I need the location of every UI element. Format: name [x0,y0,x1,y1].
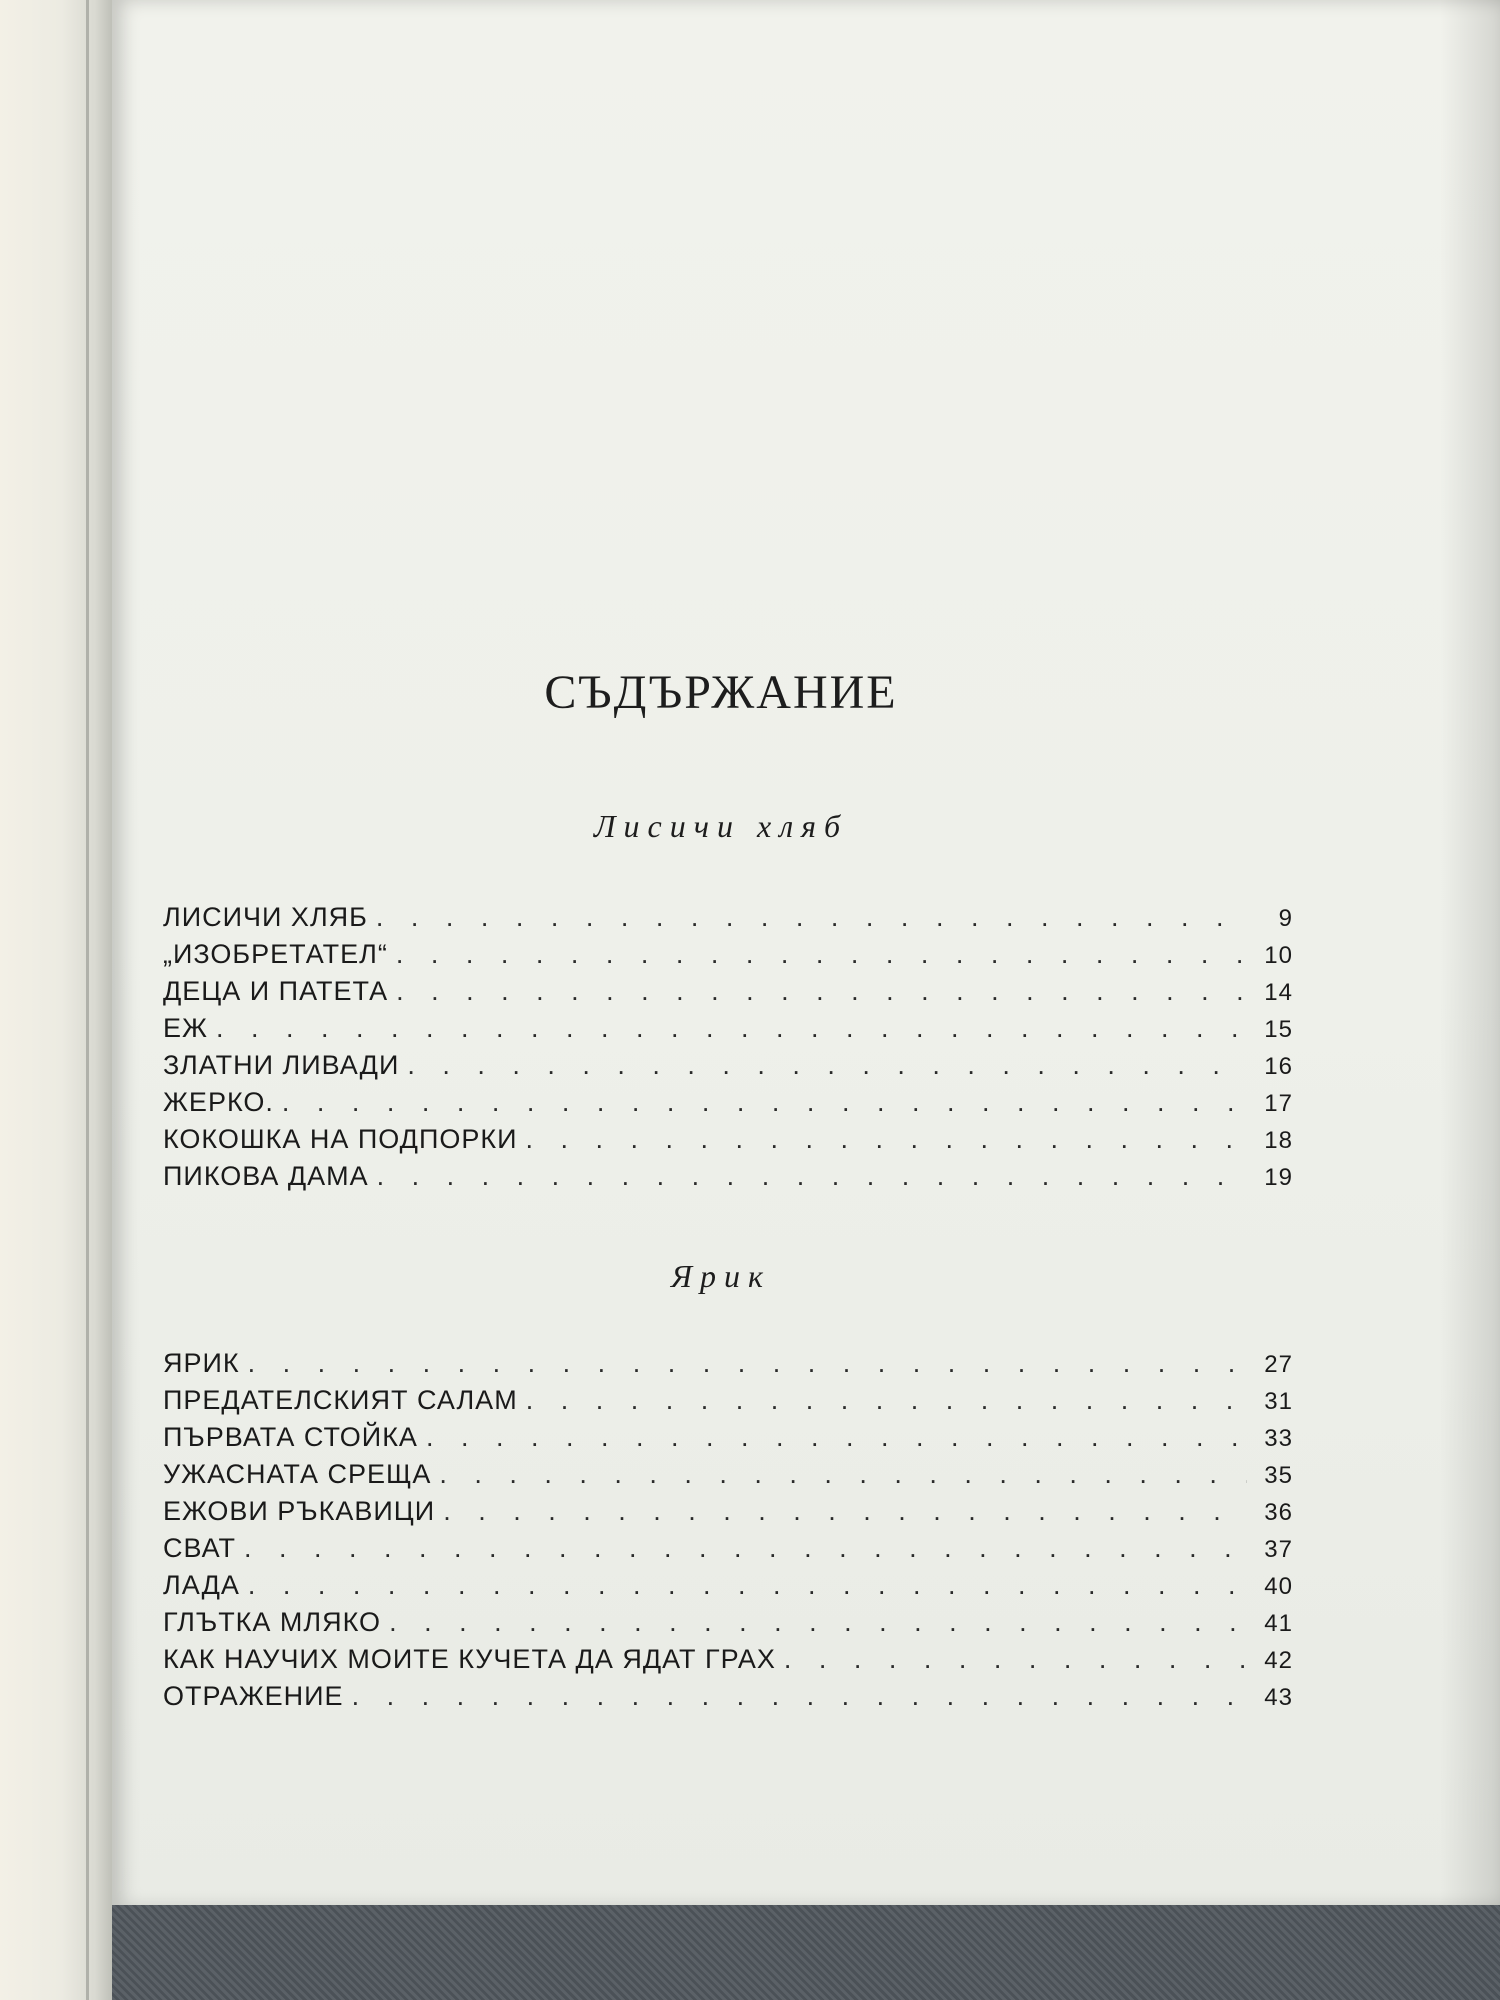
toc-entry-page: 10 [1264,942,1293,969]
toc-entry-page: 31 [1264,1388,1293,1415]
cloth-binding [112,1905,1500,2000]
toc-entry[interactable] [163,1348,1293,1385]
dot-leader [407,1050,1247,1081]
dot-leader [377,1161,1247,1192]
section-heading-yarik: Ярик [671,1258,771,1294]
toc-entry-page: 9 [1278,905,1293,932]
toc-entry-title: ОТРАЖЕНИЕ [163,1681,344,1711]
toc-entry-title: ПРЕДАТЕЛСКИЯТ САЛАМ [163,1385,518,1415]
toc-entry-page: 35 [1264,1462,1293,1489]
dot-leader [248,1348,1247,1379]
toc-entry[interactable] [163,1496,1293,1533]
toc-entry[interactable] [163,1533,1293,1570]
dot-leader [216,1013,1247,1044]
toc-entry[interactable] [163,1124,1293,1161]
toc-entry[interactable] [163,1459,1293,1496]
toc-entry[interactable] [163,1607,1293,1644]
dot-leader [352,1681,1247,1712]
page-edge-shadow [1440,0,1500,1908]
toc-entry-title: „ИЗОБРЕТАТЕЛ“ [163,939,388,969]
toc-entry-title: ЛАДА [163,1570,240,1600]
cover-fold-line [86,0,89,2000]
book-cover-edge [0,0,112,2000]
section-heading-lisichi-hlyab: Лисичи хляб [593,808,849,844]
toc-entry-title: КОКОШКА НА ПОДПОРКИ [163,1124,518,1154]
toc-list-section-1 [163,902,1293,1198]
toc-entry[interactable] [163,1644,1293,1681]
toc-entry[interactable] [163,1385,1293,1422]
dot-leader [526,1124,1248,1155]
toc-entry[interactable] [163,1050,1293,1087]
toc-entry-title: ЕЖОВИ РЪКАВИЦИ [163,1496,436,1526]
toc-entry-page: 18 [1264,1127,1293,1154]
dot-leader [439,1459,1247,1490]
toc-entry[interactable] [163,1570,1293,1607]
dot-leader [443,1496,1247,1527]
toc-entry-page: 36 [1264,1499,1293,1526]
toc-entry-page: 43 [1264,1684,1293,1711]
toc-entry-title: КАК НАУЧИХ МОИТЕ КУЧЕТА ДА ЯДАТ ГРАХ [163,1644,776,1674]
contents-heading: СЪДЪРЖАНИЕ [544,666,898,719]
toc-entry[interactable] [163,902,1293,939]
toc-entry-page: 42 [1264,1647,1293,1674]
toc-entry-page: 41 [1264,1610,1293,1637]
toc-entry-page: 19 [1264,1164,1293,1191]
toc-entry[interactable] [163,939,1293,976]
toc-entry-title: ЕЖ [163,1013,208,1043]
toc-entry-page: 37 [1264,1536,1293,1563]
dot-leader [526,1385,1247,1416]
toc-entry-page: 16 [1264,1053,1293,1080]
toc-entry-page: 33 [1264,1425,1293,1452]
toc-entry-title: СВАТ [163,1533,237,1563]
toc-entry-title: ГЛЪТКА МЛЯКО [163,1607,382,1637]
dot-leader [244,1533,1247,1564]
toc-entry-title: ЯРИК [163,1348,240,1378]
dot-leader [248,1570,1247,1601]
toc-entry-page: 17 [1264,1090,1293,1117]
toc-entry[interactable] [163,1161,1293,1198]
toc-entry-page: 40 [1264,1573,1293,1600]
toc-entry-page: 27 [1264,1351,1293,1378]
toc-entry[interactable] [163,1681,1293,1718]
toc-entry-title: ПЪРВАТА СТОЙКА [163,1422,418,1452]
toc-entry-title: УЖАСНАТА СРЕЩА [163,1459,432,1489]
toc-entry-page: 14 [1264,979,1293,1006]
toc-entry-title: ЛИСИЧИ ХЛЯБ [163,902,368,932]
dot-leader [396,939,1247,970]
dot-leader [282,1087,1247,1118]
toc-entry[interactable] [163,1013,1293,1050]
toc-entry-title: ЖЕРКО. [163,1087,274,1117]
toc-list-section-2 [163,1348,1293,1718]
toc-entry-title: ПИКОВА ДАМА [163,1161,369,1191]
toc-entry-title: ЗЛАТНИ ЛИВАДИ [163,1050,400,1080]
dot-leader [426,1422,1247,1453]
dot-leader [376,902,1247,933]
toc-entry-page: 15 [1264,1016,1293,1043]
dot-leader [784,1644,1247,1675]
toc-entry[interactable] [163,976,1293,1013]
toc-entry[interactable] [163,1087,1293,1124]
toc-entry[interactable] [163,1422,1293,1459]
dot-leader [396,976,1247,1007]
toc-entry-title: ДЕЦА И ПАТЕТА [163,976,389,1006]
dot-leader [389,1607,1247,1638]
